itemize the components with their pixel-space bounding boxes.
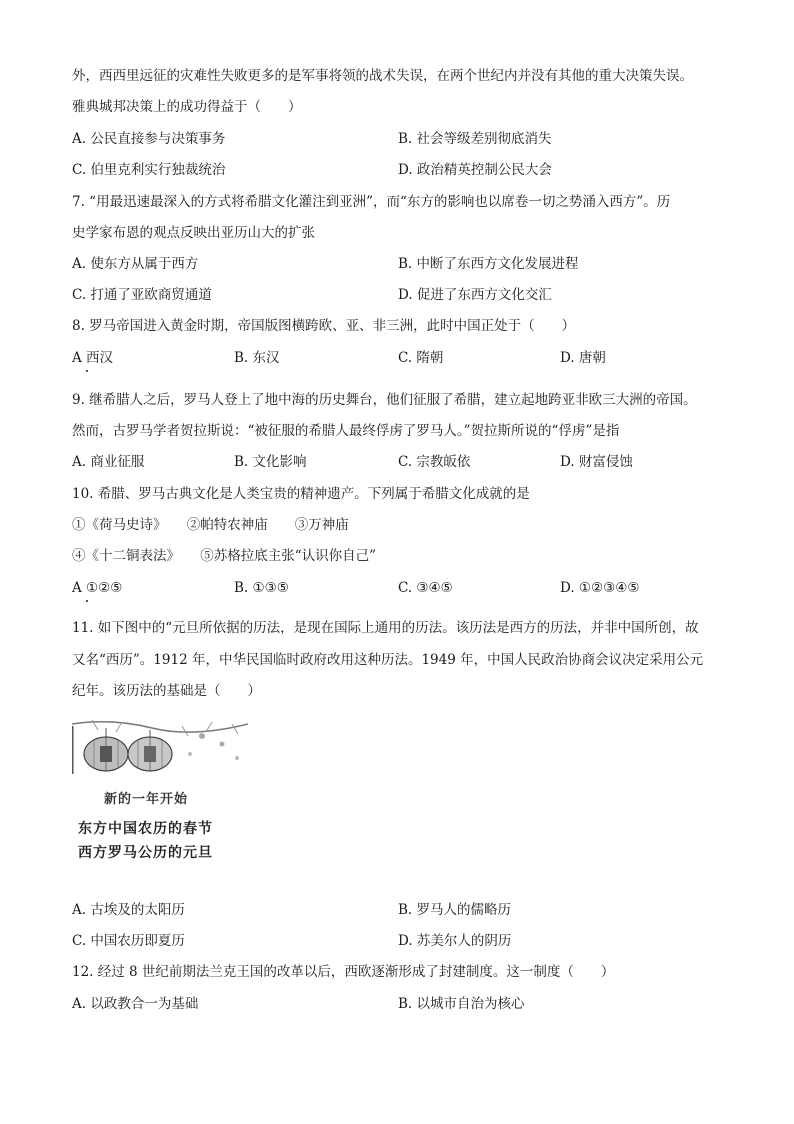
- q9-stem-2: 然而，古罗马学者贺拉斯说：“被征服的希腊人最终俘虏了罗马人。”贺拉斯所说的“俘虏”是指: [72, 423, 620, 439]
- q9-option-a: A. 商业征服: [72, 454, 145, 470]
- q7-option-a: A. 使东方从属于西方: [72, 256, 199, 272]
- q9-stem-1: 9. 继希腊人之后，罗马人登上了地中海的历史舞台，他们征服了希腊，建立起地跨亚非欧三大洲的帝国。: [72, 392, 697, 408]
- q11-option-c: C. 中国农历即夏历: [72, 933, 185, 949]
- q11-stem-1: 11. 如下图中的“元旦所依据的历法，是现在国际上通用的历法。该历法是西方的历法，并非中国所创，故: [72, 620, 699, 636]
- intro-line-1: 外，西西里远征的灾难性失败更多的是军事将领的战术失误，在两个世纪内并没有其他的重大决策失误。: [72, 68, 693, 84]
- q10-items-2: ④《十二铜表法》 ⑤苏格拉底主张“认识你自己”: [72, 548, 377, 564]
- q11-option-a: A. 古埃及的太阳历: [72, 902, 185, 918]
- q11-stem-3: 纪年。该历法的基础是（ ）: [72, 683, 261, 699]
- q12-stem: 12. 经过 8 世纪前期法兰克王国的改革以后，西欧逐渐形成了封建制度。这一制度（ ）: [72, 964, 615, 980]
- q10-stem: 10. 希腊、罗马古典文化是人类宝贵的精神遗产。下列属于希腊文化成就的是: [72, 486, 530, 502]
- q8-option-d: D. 唐朝: [560, 350, 606, 366]
- figure-caption-2: 西方罗马公历的元旦: [78, 845, 213, 861]
- q9-option-b: B. 文化影响: [234, 454, 307, 470]
- q10-option-c: C. ③④⑤: [398, 580, 453, 596]
- figure-caption-1: 东方中国农历的春节: [78, 821, 213, 837]
- q11-option-b: B. 罗马人的儒略历: [398, 902, 512, 918]
- scan-dot: [86, 600, 88, 602]
- q12-option-a: A. 以政教合一为基础: [72, 996, 199, 1012]
- new-year-illustration: [72, 714, 248, 862]
- prev-option-b: B. 社会等级差别彻底消失: [398, 131, 552, 147]
- q10-option-d: D. ①②③④⑤: [560, 580, 640, 596]
- q11-option-d: D. 苏美尔人的阴历: [398, 933, 512, 949]
- prev-option-c: C. 伯里克利实行独裁统治: [72, 162, 226, 178]
- q9-option-d: D. 财富侵蚀: [560, 454, 633, 470]
- q11-stem-2: 又名“西历”。1912 年，中华民国临时政府改用这种历法。1949 年，中国人民政治协商会议决定采用公元: [72, 652, 704, 668]
- q8-option-c: C. 隋朝: [398, 350, 444, 366]
- prev-option-a: A. 公民直接参与决策事务: [72, 131, 226, 147]
- figure-title: 新的一年开始: [104, 792, 189, 807]
- q8-option-b: B. 东汉: [234, 350, 280, 366]
- q10-items-1: ①《荷马史诗》 ②帕特农神庙 ③万神庙: [72, 517, 349, 533]
- q8-stem: 8. 罗马帝国进入黄金时期，帝国版图横跨欧、亚、非三洲，此时中国正处于（ ）: [72, 318, 576, 334]
- q10-option-a: A ①②⑤: [72, 580, 123, 596]
- scan-dot: [86, 370, 88, 372]
- q9-option-c: C. 宗教皈依: [398, 454, 471, 470]
- intro-line-2: 雅典城邦决策上的成功得益于（ ）: [72, 99, 302, 115]
- q8-option-a: A 西汉: [72, 350, 114, 366]
- q7-stem-2: 史学家布恩的观点反映出亚历山大的扩张: [72, 225, 315, 241]
- lantern-branch-illustration: [72, 714, 248, 784]
- q7-option-d: D. 促进了东西方文化交汇: [398, 287, 552, 303]
- prev-option-d: D. 政治精英控制公民大会: [398, 162, 552, 178]
- q7-option-b: B. 中断了东西方文化发展进程: [398, 256, 579, 272]
- q10-option-b: B. ①③⑤: [234, 580, 289, 596]
- q7-stem-1: 7. “用最迅速最深入的方式将希腊文化灌注到亚洲”，而“东方的影响也以席卷一切之势涌入西方”。历: [72, 194, 671, 210]
- q7-option-c: C. 打通了亚欧商贸通道: [72, 287, 212, 303]
- q12-option-b: B. 以城市自治为核心: [398, 996, 525, 1012]
